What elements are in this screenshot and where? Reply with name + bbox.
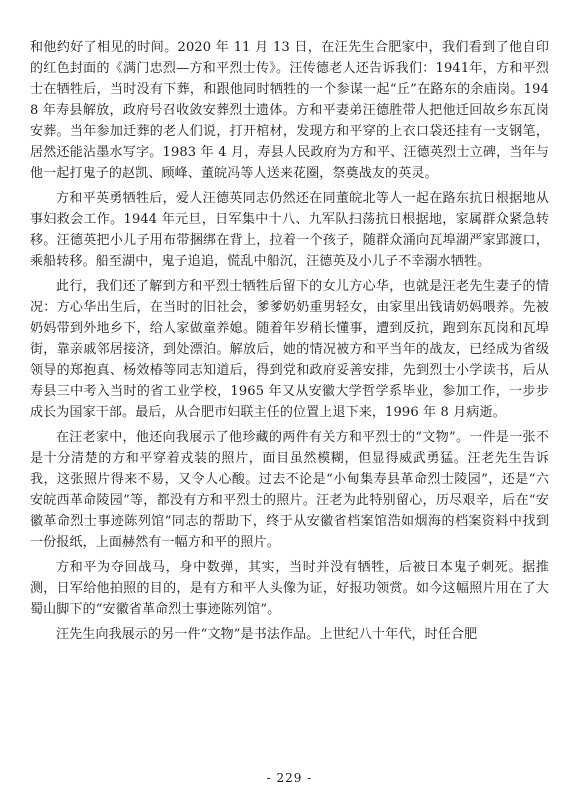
paragraph-2: 方和平英勇牺牲后，爱人汪德英同志仍然还在同董皖北等人一起在路东抗日根据地从事妇救会工作。1944 年元旦，日军集中十八、九军队扫荡抗日根据地，家属群众紧急转移。汪德英把小儿子用布带捆绑在背上，拉着一个孩子，随群众涌向瓦埠湖严家郢渡口，乘船转移。船至湖中，鬼子追追，慌乱中船沉，汪德英及小儿子不幸溺水牺牲。 xyxy=(30,191,549,269)
paragraph-3: 此行，我们还了解到方和平烈士牺牲后留下的女儿方心华，也就是汪老先生妻子的情况：方心华出生后，在当时的旧社会，爹爹奶奶重男轻女，由家里出钱请奶妈喂养。先被奶妈带到外地乡下，给人家做童养媳。随着年岁稍长懂事，遭到反抗，跑到东瓦岗和瓦埠街，靠亲戚邻居接济，到处漂泊。解放后，她的情况被方和平当年的战友，已经成为省级领导的郑抱真、杨效椿等同志知道后，得到党和政府妥善安排，先到烈士小学读书，后从寿县三中考入当时的省工业学校，1965 年又从安徽大学哲学系毕业，参加工作，一步步成长为国家干部。最后，从合肥市妇联主任的位置上退下来，1996 年 8 月病逝。 xyxy=(30,279,549,420)
page-number: - 229 - xyxy=(266,771,313,785)
body-text xyxy=(30,37,549,645)
paragraph-4: 在汪老家中，他还向我展示了他珍藏的两件有关方和平烈士的“文物”。一件是一张不是十分清楚的方和平穿着戎装的照片，面目虽然模糊，但显得威武勇猛。汪老先生告诉我，这张照片得来不易，又令人心酸。过去不论是“小甸集寿县革命烈士陵园”，还是“六安皖西革命陵园”等，都没有方和平烈士的照片。汪老为此特别留心，历尽艰辛，后在“安徽革命烈士事迹陈列馆”同志的帮助下，终于从安徽省档案馆浩如烟海的档案资料中找到一份报纸，上面赫然有一幅方和平的照片。 xyxy=(30,430,549,550)
paragraph-6: 汪先生向我展示的另一件“文物”是书法作品。上世纪八十年代，时任合肥 xyxy=(56,627,478,642)
paragraph-1: 和他约好了相见的时间。2020 年 11 月 13 日，在汪先生合肥家中，我们看到了他自印的红色封面的《满门忠烈—方和平烈士传》。汪传德老人还告诉我们：1941年，方和平烈士在牺牲后，当时没有下葬，和跟他同时牺牲的一个参谋一起“丘”在路东的余庙岗。1948 年寿县解放，政府号召收敛安葬烈士遗体。方和平妻弟汪德胜带人把他迁回故乡东瓦岗安葬。当年参加迁葬的老人们说，打开棺材，发现方和平穿的上衣口袋还挂有一支钢笔，居然还能沾墨水写字。1983 年 4 月，寿县人民政府为方和平、汪德英烈士立碑，当年与他一起打鬼子的赵凯、顾峰、董皖冯等人送来花圈，祭奠战友的英灵。 xyxy=(30,40,549,181)
paragraph-5: 方和平为夺回战马，身中数弹，其实，当时并没有牺牲，后被日本鬼子刺死。据推测，日军给他拍照的目的，是有方和平人头像为证，好报功领赏。如今这幅照片用在了大蜀山脚下的“安徽省革命烈士事迹陈列馆”。 xyxy=(30,560,549,617)
